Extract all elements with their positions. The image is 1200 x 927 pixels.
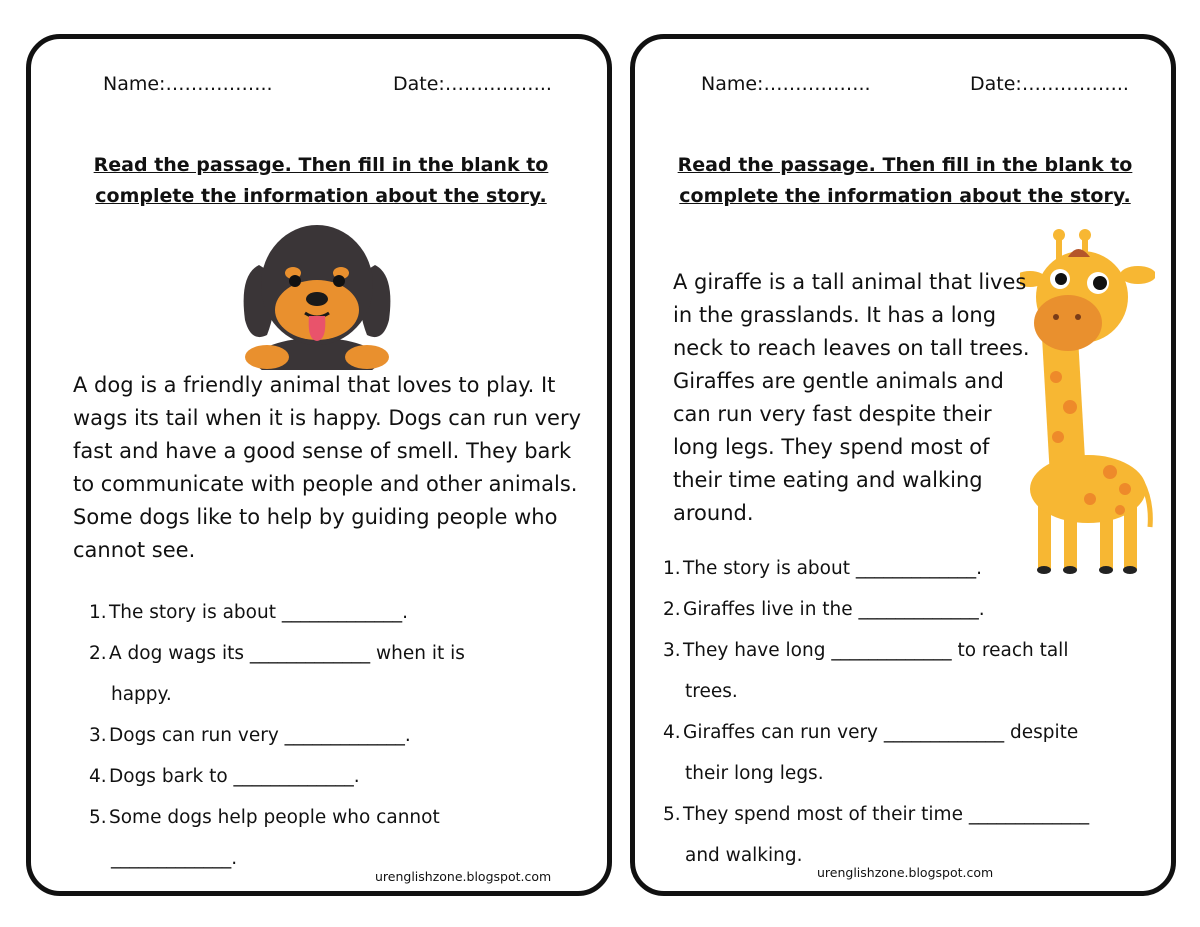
footer-url: urenglishzone.blogspot.com (375, 869, 552, 884)
question-3: 3. They have long _____________ to reach tall trees. (663, 640, 1069, 702)
question-5: 5. Some dogs help people who cannot _____________. (89, 807, 440, 869)
instructions (51, 150, 591, 212)
question-list (663, 548, 1153, 876)
question-2: 2. A dog wags its _____________ when it is happy. (89, 643, 465, 705)
instructions (645, 150, 1165, 212)
question-5: 5. They spend most of their time _____________ and walking. (663, 804, 1090, 866)
question-list (89, 592, 589, 879)
question-4: 4. Giraffes can run very _____________ despite their long legs. (663, 722, 1079, 784)
date-field: Date:…………….. (970, 73, 1129, 95)
question-1: 1. The story is about _____________. (89, 602, 408, 623)
question-4: 4. Dogs bark to _____________. (89, 766, 360, 787)
name-field: Name:…………….. (103, 73, 273, 95)
puppy-illustration (237, 215, 397, 370)
date-field: Date:…………….. (393, 73, 552, 95)
instructions-line-1: Read the passage. Then fill in the blank to (677, 154, 1133, 176)
question-2: 2. Giraffes live in the _____________. (663, 599, 985, 620)
instructions-line-2: complete the information about the story. (679, 185, 1131, 207)
passage: A dog is a friendly animal that loves to play. It wags its tail when it is happy. Dogs can run very fast and have a good sense of smell. They bark to communicate with people and other animals. Some dogs like to help by guiding people who cannot see. (73, 373, 582, 562)
question-3: 3. Dogs can run very _____________. (89, 725, 411, 746)
question-1: 1. The story is about _____________. (663, 558, 982, 579)
name-field: Name:…………….. (701, 73, 871, 95)
passage: A giraffe is a tall animal that lives in the grasslands. It has a long neck to reach leaves on tall trees. Giraffes are gentle animals and can run very fast despite their long legs. They spend most of their time eating and walking around. (673, 270, 1030, 525)
instructions-line-2: complete the information about the story. (95, 185, 547, 207)
footer-url: urenglishzone.blogspot.com (817, 865, 994, 880)
worksheet-card-dog (26, 34, 612, 896)
worksheet-card-giraffe (630, 34, 1176, 896)
instructions-line-1: Read the passage. Then fill in the blank to (93, 154, 549, 176)
giraffe-illustration (1020, 227, 1155, 577)
